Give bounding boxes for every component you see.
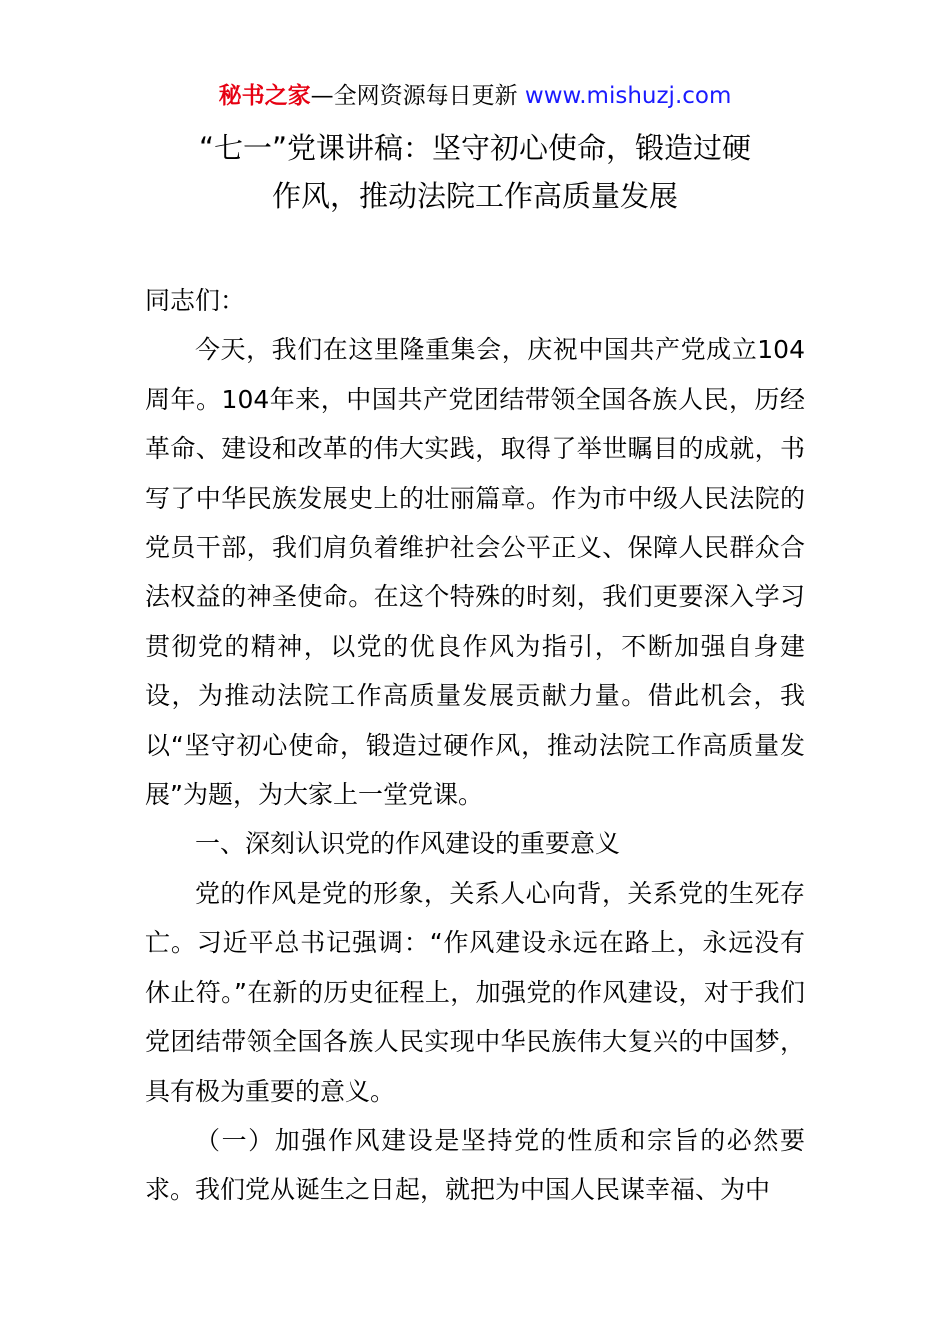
- paragraph-subsection-1: （一）加强作风建设是坚持党的性质和宗旨的必然要求。我们党从诞生之日起，就把为中国人民谋幸福、为中: [145, 1125, 805, 1205]
- paragraph-section-1: 党的作风是党的形象，关系人心向背，关系党的生死存亡。习近平总书记强调：“作风建设永远在路上，永远没有休止符。”在新的历史征程上，加强党的作风建设，对于我们党团结带领全国各族人民实现中华民族伟大复兴的中国梦，具有极为重要的意义。: [145, 878, 805, 1106]
- document-body: [145, 276, 805, 1215]
- site-slogan: —全网资源每日更新: [310, 83, 518, 109]
- section-heading-1: 一、深刻认识党的作风建设的重要意义: [195, 829, 621, 859]
- site-header: [0, 80, 950, 112]
- title-line-1: “七一”党课讲稿：坚守初心使命，锻造过硬: [198, 131, 752, 165]
- document-title: [110, 124, 840, 220]
- paragraph-intro: 今天，我们在这里隆重集会，庆祝中国共产党成立104周年。104年来，中国共产党团结带领全国各族人民，历经革命、建设和改革的伟大实践，取得了举世瞩目的成就，书写了中华民族发展史上的壮丽篇章。作为市中级人民法院的党员干部，我们肩负着维护社会公平正义、保障人民群众合法权益的神圣使命。在这个特殊的时刻，我们更要深入学习贯彻党的精神，以党的优良作风为指引，不断加强自身建设，为推动法院工作高质量发展贡献力量。借此机会，我以“坚守初心使命，锻造过硬作风，推动法院工作高质量发展”为题，为大家上一堂党课。: [145, 335, 805, 810]
- title-line-2: 作风，推动法院工作高质量发展: [271, 179, 678, 213]
- site-brand: 秘书之家: [218, 83, 311, 109]
- salutation: 同志们：: [145, 286, 246, 315]
- site-url-link[interactable]: www.mishuzj.com: [524, 83, 732, 109]
